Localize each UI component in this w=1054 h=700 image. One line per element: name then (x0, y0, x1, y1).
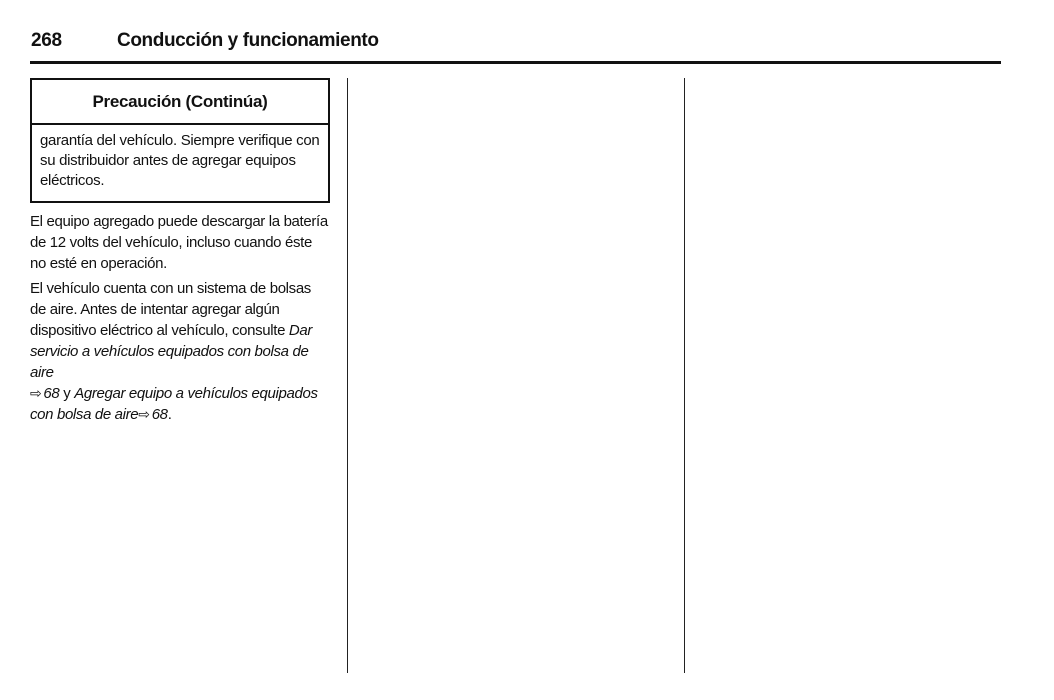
caution-box (30, 78, 330, 203)
page-reference[interactable]: 68 (151, 406, 168, 423)
paragraph-airbag-join: y (59, 385, 75, 402)
arrow-right-outline-icon: ⇨ (30, 385, 42, 401)
page-reference[interactable]: 68 (43, 385, 60, 402)
paragraph-airbag-end: . (167, 406, 172, 423)
column-divider (684, 78, 685, 673)
page-number: 268 (31, 30, 62, 51)
paragraph-airbag (30, 278, 330, 425)
cross-reference-link-airbag-add-equipment[interactable]: Agregar equipo a vehículos equipados con bolsa de aire (30, 385, 318, 423)
caution-heading: Precaución (Continúa) (32, 80, 328, 125)
column-divider (347, 78, 348, 673)
caution-body: garantía del vehículo. Siempre verifique con su distribuidor antes de agregar equipos eléctricos. (40, 132, 320, 189)
arrow-right-outline-icon: ⇨ (138, 406, 150, 422)
header-rule (30, 61, 1001, 64)
paragraph-airbag-intro: El vehículo cuenta con un sistema de bolsas de aire. Antes de intentar agregar algún dispositivo eléctrico al vehículo, consulte (30, 280, 311, 339)
cross-reference-link-airbag-service[interactable]: Dar servicio a vehículos equipados con bolsa de aire (30, 322, 313, 381)
section-title: Conducción y funcionamiento (117, 30, 379, 51)
paragraph-battery: El equipo agregado puede descargar la batería de 12 volts del vehículo, incluso cuando éste no esté en operación. (30, 213, 328, 272)
